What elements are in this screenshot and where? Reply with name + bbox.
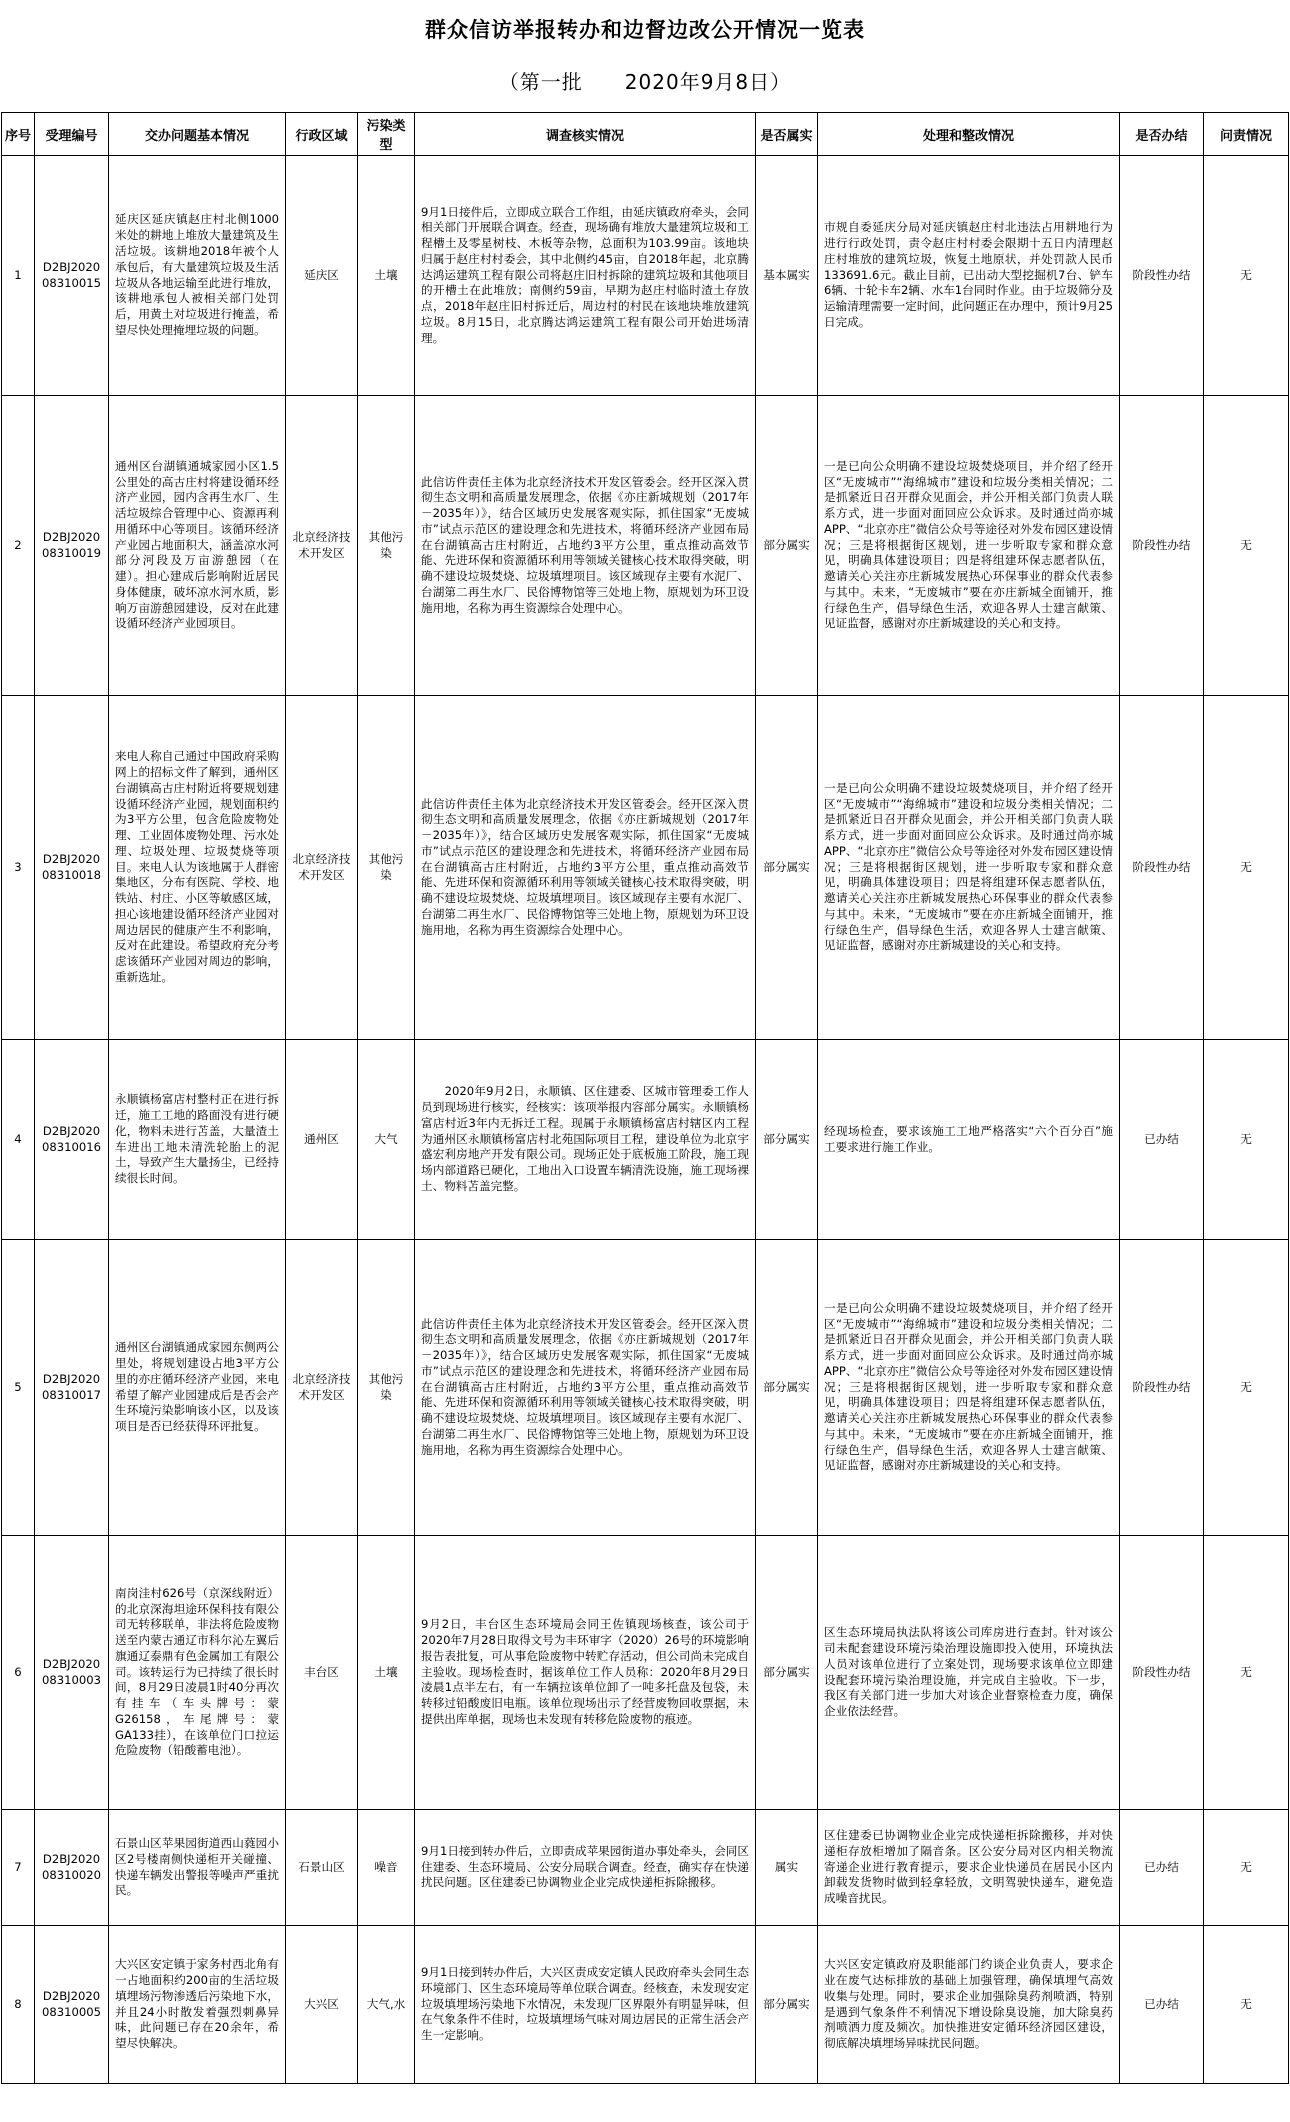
cell-id: D2BJ2020 08310020 — [35, 1810, 109, 1926]
cell-accountability: 无 — [1204, 1040, 1289, 1240]
document-subtitle: （第一批 2020年9月8日） — [498, 70, 792, 94]
cell-verified: 部分属实 — [756, 696, 818, 1040]
table-row — [2, 1240, 1289, 1536]
table-row — [2, 1810, 1289, 1926]
cell-pollution: 噪音 — [358, 1810, 415, 1926]
cell-handling: 一是已向公众明确不建设垃圾焚烧项目，并介绍了经开区“无废城市”“海绵城市”建设和垃圾分类相关情况；二是抓紧近日召开群众见面会，并公开相关部门负责人联系方式，进一步面对面回应公众诉求。及时通过尚亦城APP、“北京亦庄”微信公众号等途径对外发布园区建设情况；三是将根据街区规划，进一步听取专家和群众意见，明确具体建设项目；四是将组建环保志愿者队伍，邀请关心关注亦庄新城发展热心环保事业的群众代表参与其中。未来，“无废城市”要在亦庄新城全面铺开，推行绿色生产，倡导绿色生活，欢迎各界人士建言献策、见证监督，感谢对亦庄新城建设的关心和支持。 — [818, 696, 1120, 1040]
cell-verified: 部分属实 — [756, 396, 818, 696]
cell-no: 6 — [2, 1536, 35, 1810]
table-row — [2, 696, 1289, 1040]
cell-concluded: 阶段性办结 — [1120, 1536, 1204, 1810]
header-concluded: 是否办结 — [1120, 113, 1204, 156]
cell-pollution: 其他污染 — [358, 1240, 415, 1536]
cell-issue: 永顺镇杨富店村整村正在进行拆迁，施工工地的路面没有进行硬化，物料未进行苫盖，大量渣土车进出工地未清洗轮胎上的泥土，导致产生大量扬尘，已经持续很长时间。 — [109, 1040, 286, 1240]
table-row — [2, 1536, 1289, 1810]
header-issue: 交办问题基本情况 — [109, 113, 286, 156]
document-title: 群众信访举报转办和边督边改公开情况一览表 — [425, 18, 865, 42]
cell-no: 3 — [2, 696, 35, 1040]
cell-accountability: 无 — [1204, 156, 1289, 396]
cell-issue: 石景山区苹果园街道西山蕤园小区2号楼南侧快递柜开关碰撞、快递车辆发出警报等噪声严重扰民。 — [109, 1810, 286, 1926]
cell-concluded: 阶段性办结 — [1120, 156, 1204, 396]
cell-region: 北京经济技术开发区 — [286, 396, 358, 696]
cell-accountability: 无 — [1204, 1240, 1289, 1536]
cell-id: D2BJ2020 08310003 — [35, 1536, 109, 1810]
cell-handling: 区住建委已协调物业企业完成快递柜拆除搬移，并对快递柜存放柜增加了隔音条。区公安分局对区内相关物流寄递企业进行教育提示，要求企业快递员在居民小区内卸载发货物时做到轻拿轻放，文明驾驶快递车，避免造成噪音扰民。 — [818, 1810, 1120, 1926]
table-header-row — [2, 113, 1289, 156]
cell-verified: 部分属实 — [756, 1240, 818, 1536]
complaints-table — [1, 112, 1289, 2084]
cell-investigation: 9月2日，丰台区生态环境局会同王佐镇现场核查，该公司于2020年7月28日取得文号为丰环审字（2020）26号的环境影响报告表批复，可从事危险废物中转贮存活动，但公司尚未完成自主验收。现场检查时，据该单位工作人员称：2020年8月29日凌晨1点半左右，有一车辆拉该单位卸了一吨多托盘及包袋，未转移过铅酸废旧电瓶。该单位现场出示了经营废物回收票据，未提供出库单据，现场也未发现有转移危险废物的痕迹。 — [415, 1536, 756, 1810]
header-accountability: 问责情况 — [1204, 113, 1289, 156]
header-verified: 是否属实 — [756, 113, 818, 156]
cell-no: 8 — [2, 1926, 35, 2084]
cell-issue: 南岗洼村626号（京深线附近）的北京深海坦途环保科技有限公司无转移联单，非法将危险废物送至内蒙古通辽市科尔沁左翼后旗通辽泰鼎有色金属加工有限公司。该转运行为已持续了很长时间，8月29日凌晨1时40分再次有挂车（车头牌号：蒙G26158，车尾牌号：蒙GA133挂），在该单位门口拉运危险废物（铅酸蓄电池）。 — [109, 1536, 286, 1810]
cell-concluded: 阶段性办结 — [1120, 396, 1204, 696]
cell-investigation: 此信访件责任主体为北京经济技术开发区管委会。经开区深入贯彻生态文明和高质量发展理念，依据《亦庄新城规划（2017年－2035年）》，结合区域历史发展客观实际，抓住国家“无废城市”试点示范区的建设理念和先进技术，将循环经济产业园布局在台湖镇高古庄村附近，占地约3平方公里，重点推动高效节能、先进环保和资源循环利用等领域关键核心技术取得突破，明确不建设垃圾焚烧、垃圾填埋项目。该区域现存主要有水泥厂、台湖第二再生水厂、民俗博物馆等三处地上物，原规划为环卫设施用地，名称为再生资源综合处理中心。 — [415, 1240, 756, 1536]
table-row — [2, 396, 1289, 696]
cell-region: 北京经济技术开发区 — [286, 1240, 358, 1536]
cell-no: 2 — [2, 396, 35, 696]
cell-no: 4 — [2, 1040, 35, 1240]
header-handling: 处理和整改情况 — [818, 113, 1120, 156]
cell-pollution: 其他污染 — [358, 696, 415, 1040]
cell-accountability: 无 — [1204, 696, 1289, 1040]
header-region: 行政区域 — [286, 113, 358, 156]
cell-id: D2BJ2020 08310018 — [35, 696, 109, 1040]
cell-issue: 来电人称自己通过中国政府采购网上的招标文件了解到，通州区台湖镇高古庄村附近将要规划建设循环经济产业园，规划面积约为3平方公里，包含危险废物处理、工业固体废物处理、污水处理、垃圾处理、垃圾焚烧等项目。来电人认为该地属于人群密集地区，分布有医院、学校、地铁站、村庄、小区等敏感区域，担心该地建设循环经济产业园对周边居民的健康产生不利影响，反对在此建设。希望政府充分考虑该循环产业园对周边的影响，重新选址。 — [109, 696, 286, 1040]
cell-investigation: 9月1日接到转办件后，立即责成苹果园街道办事处牵头，会同区住建委、生态环境局、公安分局联合调查。经查，确实存在快递扰民问题。区住建委已协调物业企业完成快递柜拆除搬移。 — [415, 1810, 756, 1926]
cell-pollution: 土壤 — [358, 1536, 415, 1810]
cell-investigation: 9月1日接件后，立即成立联合工作组，由延庆镇政府牵头，会同相关部门开展联合调查。经查，现场确有堆放大量建筑垃圾和工程槽土及零星树枝、木板等杂物，总面积为103.99亩。该地块归属于赵庄村村委会，其中北侧约45亩，自2018年起，北京腾达鸿运建筑工程有限公司将赵庄旧村拆除的建筑垃圾和其他项目的开槽土在此堆放；南侧约59亩，早期为赵庄村临时渣土存放点，2018年赵庄旧村拆迁后，周边村的村民在该地块堆放建筑垃圾。8月15日，北京腾达鸿运建筑工程有限公司开始进场清理。 — [415, 156, 756, 396]
cell-verified: 部分属实 — [756, 1536, 818, 1810]
cell-concluded: 已办结 — [1120, 1926, 1204, 2084]
cell-issue: 通州区台湖镇通城家园小区1.5公里处的高古庄村将建设循环经济产业园，园内含再生水厂、生活垃圾综合管理中心、资源再利用循环中心等项目。该循环经济产业园占地面积大，涵盖凉水河部分河段及万亩游憩园（在建）。担心建成后影响附近居民身体健康，破坏凉水河水质，影响万亩游憩园建设，反对在此建设循环经济产业园项目。 — [109, 396, 286, 696]
cell-region: 丰台区 — [286, 1536, 358, 1810]
cell-accountability: 无 — [1204, 1810, 1289, 1926]
cell-id: D2BJ2020 08310016 — [35, 1040, 109, 1240]
cell-region: 延庆区 — [286, 156, 358, 396]
cell-issue: 通州区台湖镇通成家园东侧两公里处，将规划建设占地3平方公里的亦庄循环经济产业园，来电希望了解产业园建成后是否会产生环境污染影响该小区，以及该项目是否已经获得环评批复。 — [109, 1240, 286, 1536]
cell-id: D2BJ2020 08310019 — [35, 396, 109, 696]
cell-handling: 经现场检查，要求该施工工地严格落实“六个百分百”施工要求进行施工作业。 — [818, 1040, 1120, 1240]
header-pollution: 污染类型 — [358, 113, 415, 156]
header-no: 序号 — [2, 113, 35, 156]
cell-verified: 部分属实 — [756, 1040, 818, 1240]
cell-investigation: 此信访件责任主体为北京经济技术开发区管委会。经开区深入贯彻生态文明和高质量发展理念，依据《亦庄新城规划（2017年－2035年）》，结合区域历史发展客观实际，抓住国家“无废城市”试点示范区的建设理念和先进技术，将循环经济产业园布局在台湖镇高古庄村附近，占地约3平方公里，重点推动高效节能、先进环保和资源循环利用等领域关键核心技术取得突破，明确不建设垃圾焚烧、垃圾填埋项目。该区域现存主要有水泥厂、台湖第二再生水厂、民俗博物馆等三处地上物，原规划为环卫设施用地，名称为再生资源综合处理中心。 — [415, 396, 756, 696]
cell-verified: 属实 — [756, 1810, 818, 1926]
cell-handling: 一是已向公众明确不建设垃圾焚烧项目，并介绍了经开区“无废城市”“海绵城市”建设和垃圾分类相关情况；二是抓紧近日召开群众见面会，并公开相关部门负责人联系方式，进一步面对面回应公众诉求。及时通过尚亦城APP、“北京亦庄”微信公众号等途径对外发布园区建设情况；三是将根据街区规划，进一步听取专家和群众意见，明确具体建设项目；四是将组建环保志愿者队伍，邀请关心关注亦庄新城发展热心环保事业的群众代表参与其中。未来，“无废城市”要在亦庄新城全面铺开，推行绿色生产，倡导绿色生活，欢迎各界人士建言献策、见证监督，感谢对亦庄新城建设的关心和支持。 — [818, 396, 1120, 696]
cell-id: D2BJ2020 08310005 — [35, 1926, 109, 2084]
cell-pollution: 土壤 — [358, 156, 415, 396]
cell-investigation: 2020年9月2日，永顺镇、区住建委、区城市管理委工作人员到现场进行核实，经核实：该项举报内容部分属实。永顺镇杨富店村近3年内无拆迁工程。现属于永顺镇杨富店村辖区内工程为通州区永顺镇杨富店村北苑国际项目工程，建设单位为北京宇盛宏利房地产开发有限公司。现场正处于底板施工阶段，施工现场内部道路已硬化，工地出入口设置车辆清洗设施，施工现场裸土、物料苫盖完整。 — [415, 1040, 756, 1240]
header-investigation: 调查核实情况 — [415, 113, 756, 156]
cell-accountability: 无 — [1204, 396, 1289, 696]
cell-no: 1 — [2, 156, 35, 396]
cell-region: 北京经济技术开发区 — [286, 696, 358, 1040]
cell-concluded: 阶段性办结 — [1120, 696, 1204, 1040]
cell-handling: 区生态环境局执法队将该公司库房进行查封。针对该公司未配套建设环境污染治理设施即投入使用，环境执法人员对该单位进行了立案处罚，现场要求该单位立即建设配套环境污染治理设施，并完成自主验收。下一步，我区有关部门进一步加大对该企业督察检查力度，确保企业依法经营。 — [818, 1536, 1120, 1810]
cell-region: 通州区 — [286, 1040, 358, 1240]
cell-accountability: 无 — [1204, 1536, 1289, 1810]
cell-verified: 基本属实 — [756, 156, 818, 396]
table-row — [2, 1040, 1289, 1240]
cell-id: D2BJ2020 08310017 — [35, 1240, 109, 1536]
cell-accountability: 无 — [1204, 1926, 1289, 2084]
cell-verified: 部分属实 — [756, 1926, 818, 2084]
cell-issue: 延庆区延庆镇赵庄村北侧1000米处的耕地上堆放大量建筑及生活垃圾。该耕地2018年被个人承包后，有大量建筑垃圾及生活垃圾从各地运输至此进行堆放，该耕地承包人被相关部门处罚后，用黄土对垃圾进行掩盖，希望尽快处理掩埋垃圾的问题。 — [109, 156, 286, 396]
cell-pollution: 大气 — [358, 1040, 415, 1240]
cell-id: D2BJ2020 08310015 — [35, 156, 109, 396]
cell-concluded: 已办结 — [1120, 1040, 1204, 1240]
cell-region: 大兴区 — [286, 1926, 358, 2084]
cell-handling: 市规自委延庆分局对延庆镇赵庄村北违法占用耕地行为进行行政处罚，责令赵庄村村委会限期十五日内清理赵庄村堆放的建筑垃圾，恢复土地原状，并处罚款人民币133691.6元。截止目前，已出动大型挖掘机7台、铲车6辆、十轮卡车2辆、水车1台同时作业。由于垃圾筛分及运输清理需要一定时间，此问题正在办理中，预计9月25日完成。 — [818, 156, 1120, 396]
cell-handling: 一是已向公众明确不建设垃圾焚烧项目，并介绍了经开区“无废城市”“海绵城市”建设和垃圾分类相关情况；二是抓紧近日召开群众见面会，并公开相关部门负责人联系方式，进一步面对面回应公众诉求。及时通过尚亦城APP、“北京亦庄”微信公众号等途径对外发布园区建设情况；三是将根据街区规划，进一步听取专家和群众意见，明确具体建设项目；四是将组建环保志愿者队伍，邀请关心关注亦庄新城发展热心环保事业的群众代表参与其中。未来，“无废城市”要在亦庄新城全面铺开，推行绿色生产，倡导绿色生活，欢迎各界人士建言献策、见证监督，感谢对亦庄新城建设的关心和支持。 — [818, 1240, 1120, 1536]
cell-handling: 大兴区安定镇政府及职能部门约谈企业负责人，要求企业在废气达标排放的基础上加强管理，确保填埋气高效收集与处理。同时，要求企业加强除臭药剂喷洒，特别是遇到气象条件不利情况下增设除臭设施，加大除臭药剂喷洒力度及频次。加快推进安定循环经济园区建设，彻底解决填埋场异味扰民问题。 — [818, 1926, 1120, 2084]
cell-investigation: 9月1日接到转办件后，大兴区责成安定镇人民政府牵头会同生态环境部门、区生态环境局等单位联合调查。经核查，未发现安定垃圾填埋场污染地下水情况，未发现厂区界限外有明显异味，但在气象条件不佳时，垃圾填埋场气味对周边居民的正常生活会产生一定影响。 — [415, 1926, 756, 2084]
cell-issue: 大兴区安定镇于家务村西北角有一占地面积约200亩的生活垃圾填埋场污物渗透后污染地下水，并且24小时散发着强烈刺鼻异味，此问题已存在20余年，希望尽快解决。 — [109, 1926, 286, 2084]
cell-concluded: 已办结 — [1120, 1810, 1204, 1926]
cell-investigation: 此信访件责任主体为北京经济技术开发区管委会。经开区深入贯彻生态文明和高质量发展理念，依据《亦庄新城规划（2017年－2035年）》，结合区域历史发展客观实际，抓住国家“无废城市”试点示范区的建设理念和先进技术，将循环经济产业园布局在台湖镇高古庄村附近，占地约3平方公里，重点推动高效节能、先进环保和资源循环利用等领域关键核心技术取得突破，明确不建设垃圾焚烧、垃圾填埋项目。该区域现存主要有水泥厂、台湖第二再生水厂、民俗博物馆等三处地上物，原规划为环卫设施用地，名称为再生资源综合处理中心。 — [415, 696, 756, 1040]
cell-pollution: 其他污染 — [358, 396, 415, 696]
cell-concluded: 阶段性办结 — [1120, 1240, 1204, 1536]
header-id: 受理编号 — [35, 113, 109, 156]
cell-no: 5 — [2, 1240, 35, 1536]
table-row — [2, 156, 1289, 396]
cell-region: 石景山区 — [286, 1810, 358, 1926]
cell-pollution: 大气,水 — [358, 1926, 415, 2084]
cell-no: 7 — [2, 1810, 35, 1926]
table-row — [2, 1926, 1289, 2084]
